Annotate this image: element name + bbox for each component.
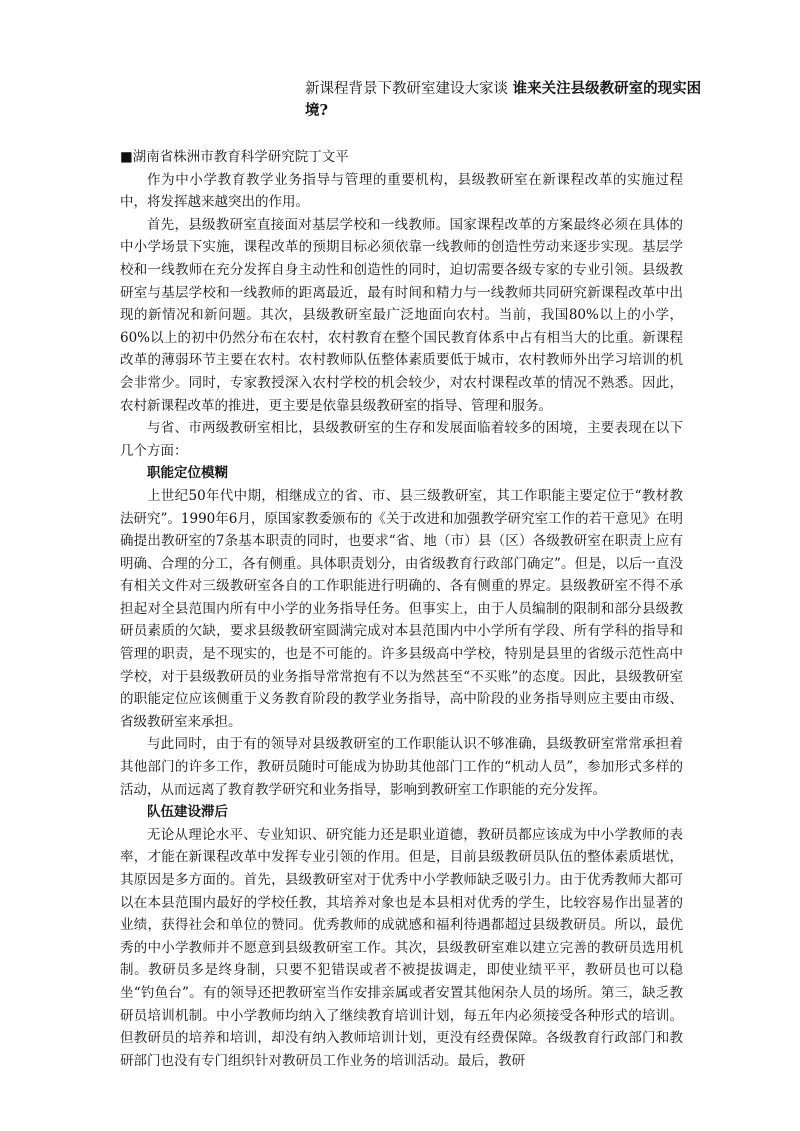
author-line: ■湖南省株洲市教育科学研究院丁文平 [120, 149, 349, 165]
intro-paragraph-3: 与省、市两级教研室相比，县级教研室的生存和发展面临着较多的困境，主要表现在以下几个方面： [120, 420, 683, 459]
title-main: 谁来关注县级教研室的现实困境? [305, 80, 702, 119]
title-prefix: 新课程背景下教研室建设大家谈 [305, 81, 513, 97]
section1-paragraph-2: 与此同时，由于有的领导对县级教研室的工作职能认识不够准确，县级教研室常常承担着其他部门的许多工作，教研员随时可能成为协助其他部门工作的“机动人员”，参加形式多样的活动，从而远离了教育教学研究和业务指导，影响到教研室工作职能的充分发挥。 [120, 736, 683, 798]
section-heading-team: 队伍建设滞后 [147, 804, 228, 821]
intro-paragraph-1: 作为中小学教育教学业务指导与管理的重要机构，县级教研室在新课程改革的实施过程中，将发挥越来越突出的作用。 [120, 171, 683, 211]
section-heading-role: 职能定位模糊 [147, 465, 228, 482]
section1-paragraph-1: 上世纪50年代中期，相继成立的省、市、县三级教研室，其工作职能主要定位于“教材教法研究”。1990年6月，原国家教委颁布的《关于改进和加强教学研究室工作的若干意见》在明确提出教研室的7条基本职责的同时，也要求“省、地（市）县（区）各级教研室在职责上应有明确、合理的分工，各有侧重。具体职责划分，由省级教育行政部门确定”。但是，以后一直没有相关文件对三级教研室各自的工作职能进行明确的、各有侧重的界定。县级教研室不得不承担起对全县范围内所有中小学的业务指导任务。但事实上，由于人员编制的限制和部分县级教研员素质的欠缺，要求县级教研室圆满完成对本县范围内中小学所有学段、所有学科的指导和管理的职责，是不现实的，也是不可能的。许多县级高中学校，特别是县里的省级示范性高中学校，对于县级教研员的业务指导常常抱有不以为然甚至“不买账”的态度。因此，县级教研室的职能定位应该侧重于义务教育阶段的教学业务指导，高中阶段的业务指导则应主要由市级、省级教研室来承担。 [120, 487, 683, 730]
article-title [305, 78, 705, 122]
article-body [120, 146, 683, 1072]
section2-paragraph-1: 无论从理论水平、专业知识、研究能力还是职业道德，教研员都应该成为中小学教师的表率，才能在新课程改革中发挥专业引领的作用。但是，目前县级教研员队伍的整体素质堪忧，其原因是多方面的。首先，县级教研室对于优秀中小学教师缺乏吸引力。由于优秀教师大都可以在本县范围内最好的学校任教，其培养对象也是本县相对优秀的学生，比较容易作出显著的业绩，获得社会和单位的赞同。优秀教师的成就感和福利待遇都超过县级教研员。所以，最优秀的中小学教师并不愿意到县级教研室工作。其次，县级教研室难以建立完善的教研员选用机制。教研员多是终身制，只要不犯错误或者不被提拔调走，即使业绩平平，教研员也可以稳坐“钓鱼台”。有的领导还把教研室当作安排亲属或者安置其他闲杂人员的场所。第三，缺乏教研员培训机制。中小学教师均纳入了继续教育培训计划，每五年内必须接受各种形式的培训。但教研员的培养和培训，却没有纳入教师培训计划，更没有经费保障。各级教育行政部门和教研部门也没有专门组织针对教研员工作业务的培训活动。最后，教研 [120, 826, 683, 1069]
intro-paragraph-2: 首先，县级教研室直接面对基层学校和一线教师。国家课程改革的方案最终必须在具体的中小学场景下实施，课程改革的预期目标必须依靠一线教师的创造性劳动来逐步实现。基层学校和一线教师在充分发挥自身主动性和创造性的同时，迫切需要各级专家的专业引领。县级教研室与基层学校和一线教师的距离最近，最有时间和精力与一线教师共同研究新课程改革中出现的新情况和新问题。其次，县级教研室最广泛地面向农村。当前，我国80%以上的小学，60%以上的初中仍然分布在农村，农村教育在整个国民教育体系中占有相当大的比重。新课程改革的薄弱环节主要在农村。农村教师队伍整体素质要低于城市，农村教师外出学习培训的机会非常少。同时，专家教授深入农村学校的机会较少，对农村课程改革的情况不熟悉。因此，农村新课程改革的推进，更主要是依靠县级教研室的指导、管理和服务。 [120, 216, 683, 414]
